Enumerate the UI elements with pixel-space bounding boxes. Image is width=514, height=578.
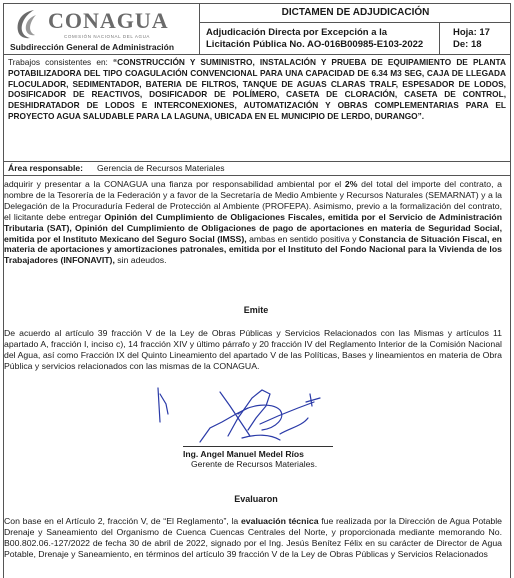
works-intro: Trabajos consistentes en: <box>8 57 113 67</box>
conagua-logo-icon <box>12 7 40 41</box>
text-run: sin adeudos. <box>114 255 167 266</box>
department-name: Subdirección General de Administración <box>10 42 175 52</box>
text-run: fue realizada por la Dirección de Agua Potable Drenaje y Saneamiento del Organismo de Cuenca Cuencas Centrales del Norte, y proporcionada mediante memorando No. B00.802.06.-127/2022 de fecha 30 de abril de 2022, signado por el Ing. Jesús Benítez Félix en su carácter de Director de Agua Potable, Drenaje y Saneamiento, en términos del artículo 39 fracción V de la Ley de Obras Públicas y Servicios Relacionados <box>4 516 503 559</box>
signer-role: Gerente de Recursos Materiales. <box>191 459 318 469</box>
adjudication-line-2: Licitación Pública No. AO-016B00985-E103-2022 <box>206 39 424 50</box>
sheet-total: De: 18 <box>453 39 482 50</box>
paragraph-emite: De acuerdo al artículo 39 fracción V de la Ley de Obras Públicas y Servicios Relacionados con las Mismas y artículos 11 apartado A, fracción I, inciso c), 14 fracción XIV y último párrafo y 20 fracción IV del Reglamento Interior de la Comisión Nacional del Agua, así como Fracción IX del Quinto Lineamiento del apartado V de las Políticas, Bases y lineamientos en materia de Obra Pública y servicios relacionados con las mismas de la CONAGUA. <box>4 328 502 371</box>
logo-text: CONAGUA <box>48 8 169 33</box>
text-run-bold: Constancia de Situación Fiscal, en materia de aportaciones y amortizaciones patronales, emitida por el Instituto del Fondo Nacional para la Vivienda de los Trabajadores (INFONAVIT), <box>4 233 502 266</box>
works-description <box>3 55 511 162</box>
signature-image <box>130 384 360 446</box>
text-run: adquirir y presentar a la CONAGUA una fianza por responsabilidad ambiental por el <box>4 179 345 189</box>
paragraph-guarantee <box>4 179 502 266</box>
adjudication-info <box>200 23 440 54</box>
area-value: Gerencia de Recursos Materiales <box>97 163 225 173</box>
text-run-bold: evaluación técnica <box>240 516 319 526</box>
text-run: Con base en el Artículo 2, fracción V, de “El Reglamento”, la <box>4 516 241 526</box>
paragraph-evaluaron <box>4 516 502 560</box>
works-text: “CONSTRUCCIÓN Y SUMINISTRO, INSTALACIÓN Y PRUEBA DE EQUIPAMIENTO DE PLANTA POTABILIZADORA DEL TIPO COAGULACIÓN CONVENCIONAL PARA UNA CAPACIDAD DE 6.34 M3 SEG, CAJA DE LLEGADA FLOCULADOR, SEDIMENTADOR, BATERIA DE FILTROS, TANQUE DE AGUAS CLARAS TRALF, ESPESADOR DE LODOS, DOSIFICADOR DE REACTIVOS, DOSIFICADOR DE POLÍMERO, CASETA DE CLORACIÓN, CASETA DE CONTROL, DESHIDRATADOR DE LODOS E INTERCONEXIONES, AUTOMATIZACIÓN Y OBRAS COMPLEMENTARIAS PARA EL PROYECTO AGUA SALUDABLE PARA LA LAGUNA, UBICADA EN EL MUNICIPIO DE LERDO, DURANGO”. <box>8 57 506 121</box>
signature-line <box>183 446 333 447</box>
document-header <box>3 3 511 55</box>
sheet-number: Hoja: 17 <box>453 27 490 38</box>
heading-evaluaron: Evaluaron <box>234 494 278 504</box>
text-run: ambas en sentido positiva y <box>246 233 359 244</box>
sheet-info <box>441 23 511 54</box>
area-label: Área responsable: <box>8 163 83 173</box>
text-run: del total del importe del contrato, a nombre de la Tesorería de la Federación y a favor de la Secretaría de Medio Ambiente y Recursos Naturales (SEMARNAT) y a la Delegación de la Procuraduría Federal de Protección al Ambiente (PROFEPA). Asimismo, previo a la formalización del contrato, el licitante debe entregar <box>4 179 502 222</box>
responsible-area <box>3 162 511 176</box>
heading-emite: Emite <box>243 305 269 315</box>
document-title: DICTAMEN DE ADJUDICACIÓN <box>200 4 511 23</box>
logo-subtext: COMISIÓN NACIONAL DEL AGUA <box>64 34 151 39</box>
text-run-bold: 2% <box>344 179 358 189</box>
logo-cell <box>4 4 200 54</box>
adjudication-line-1: Adjudicación Directa por Excepción a la <box>206 27 388 38</box>
signer-name: Ing. Angel Manuel Medel Ríos <box>183 449 304 459</box>
text-run-bold: Opinión del Cumplimiento de Obligaciones Fiscales, emitida por el Servicio de Administración Tributaria (SAT), Opinión del Cumplimiento de Obligaciones de pago de aportaciones en materia de Seguridad Social, emitida por el Instituto Mexicano del Seguro Social (IMSS), <box>4 211 503 244</box>
